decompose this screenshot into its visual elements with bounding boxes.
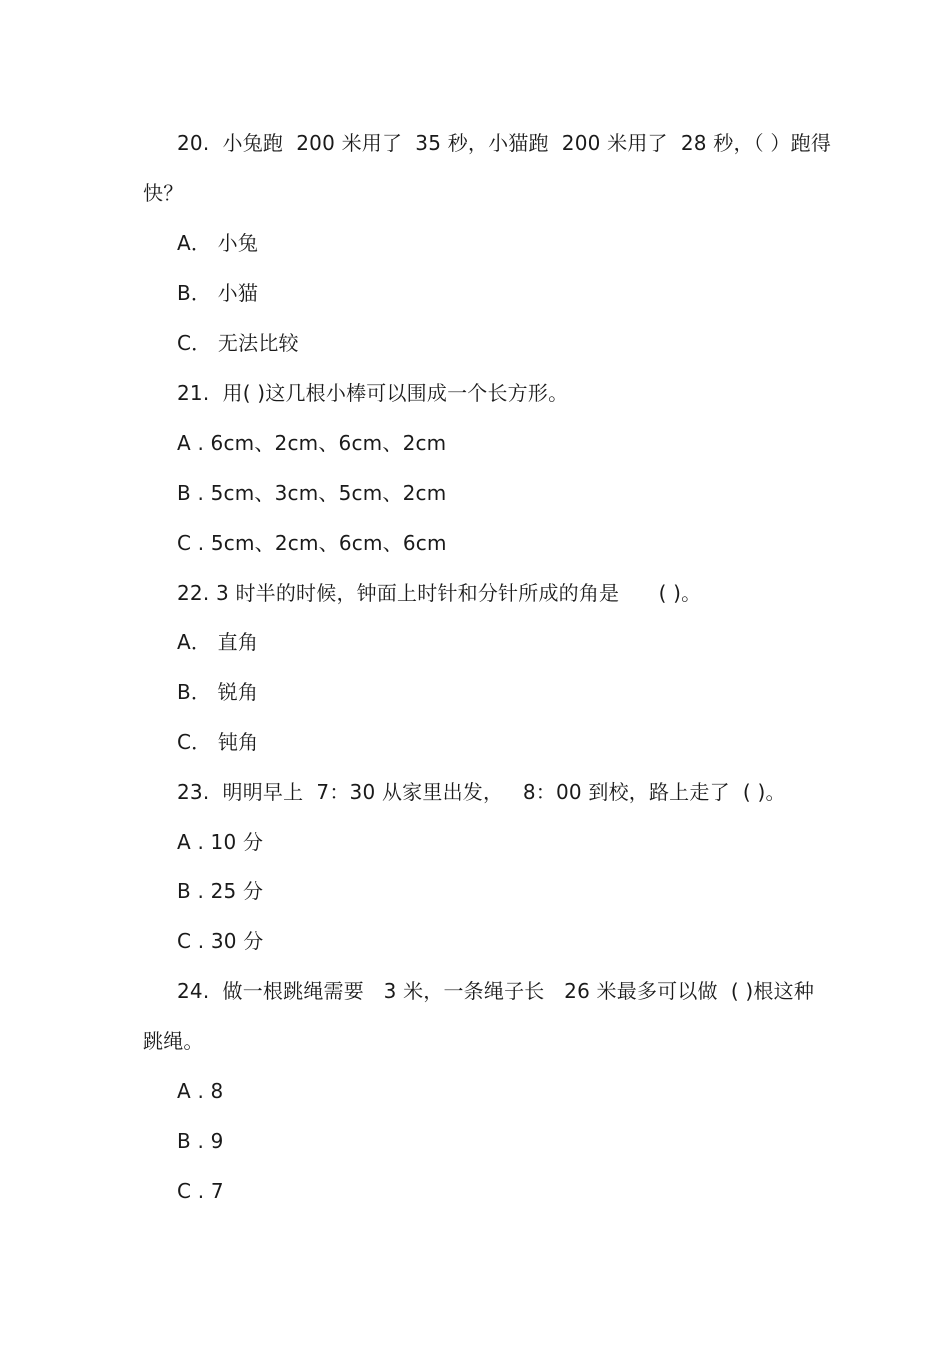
question-21-option-c: C . 5cm、2cm、6cm、6cm xyxy=(177,531,447,555)
question-21-stem: 21. 用( )这几根小棒可以围成一个长方形。 xyxy=(177,381,569,405)
question-21-option-a: A . 6cm、2cm、6cm、2cm xyxy=(177,431,447,455)
question-23-option-b: B . 25 分 xyxy=(177,879,264,903)
question-22-option-c: C． 钝角 xyxy=(177,730,259,754)
question-23-option-c: C . 30 分 xyxy=(177,929,264,953)
question-22-option-a: A． 直角 xyxy=(177,630,259,654)
question-24-option-a: A . 8 xyxy=(177,1079,224,1103)
question-24-option-c: C . 7 xyxy=(177,1179,224,1203)
question-20-stem: 20. 小兔跑 200 米用了 35 秒，小猫跑 200 米用了 28 秒，（ ）跑得 xyxy=(177,131,832,155)
question-20-option-c: C． 无法比较 xyxy=(177,331,299,355)
question-24-option-b: B . 9 xyxy=(177,1129,224,1153)
question-21-option-b: B . 5cm、3cm、5cm、2cm xyxy=(177,481,447,505)
question-20-option-a: A． 小兔 xyxy=(177,231,259,255)
question-24-stem: 24. 做一根跳绳需要 3 米，一条绳子长 26 米最多可以做 ( )根这种 xyxy=(177,979,815,1003)
question-23-option-a: A . 10 分 xyxy=(177,830,264,854)
question-20-option-b: B． 小猫 xyxy=(177,281,259,305)
question-24-stem-continued: 跳绳。 xyxy=(143,1029,204,1053)
question-23-stem: 23. 明明早上 7：30 从家里出发， 8：00 到校，路上走了 ( )。 xyxy=(177,780,786,804)
question-22-option-b: B． 锐角 xyxy=(177,680,259,704)
question-22-stem: 22. 3 时半的时候，钟面上时针和分针所成的角是 ( )。 xyxy=(177,581,702,605)
question-20-stem-continued: 快？ xyxy=(143,181,184,205)
